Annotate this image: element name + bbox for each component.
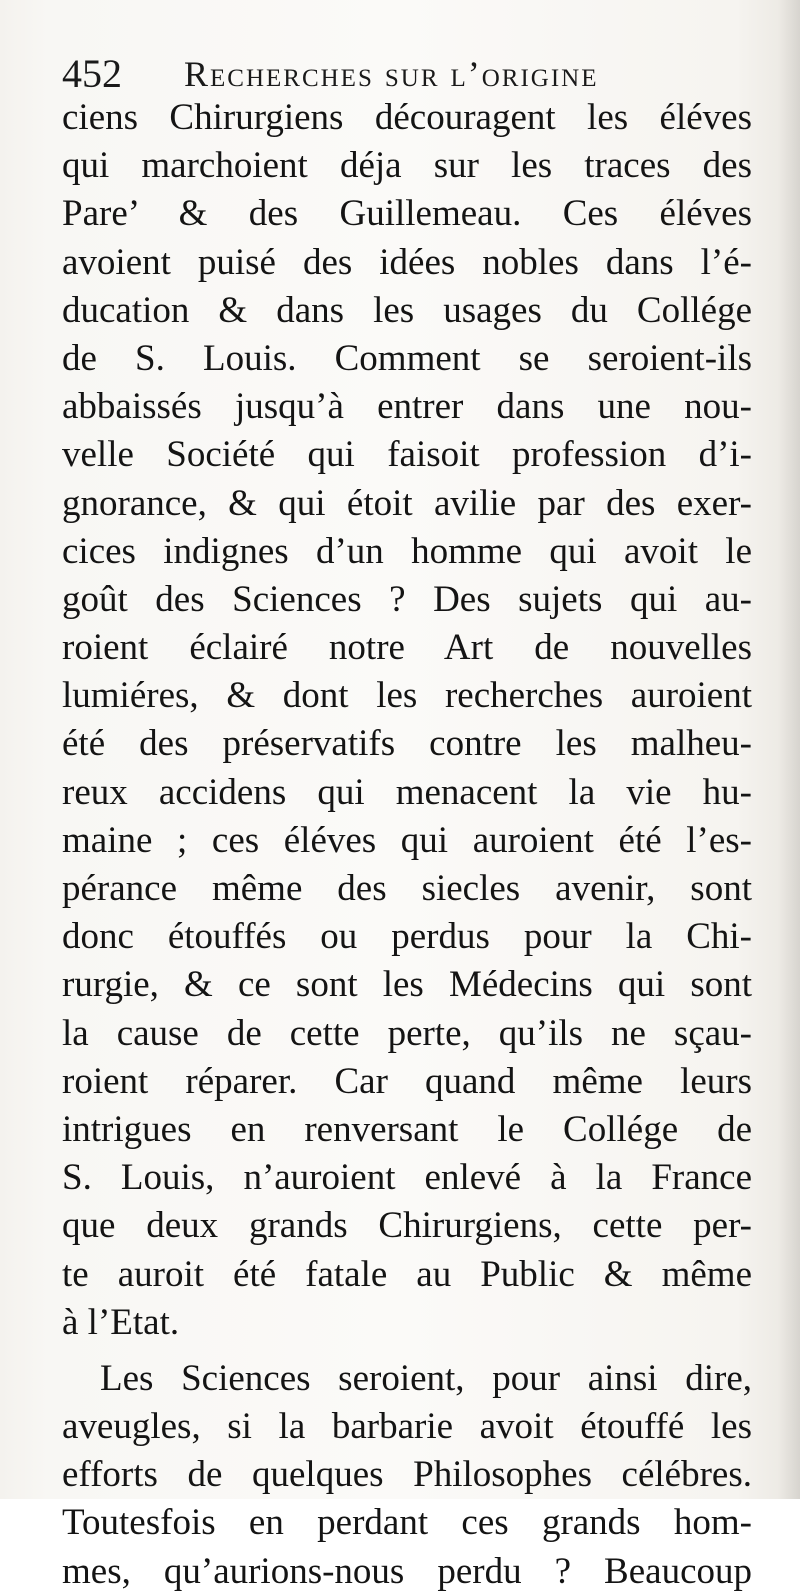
paragraph-gap [62, 1347, 752, 1355]
page-edge-shadow [778, 0, 800, 1499]
text-line: velle Société qui faisoit profession d’i- [62, 434, 752, 476]
text-line: que deux grands Chirurgiens, cette per- [62, 1205, 752, 1247]
text-line: rurgie, & ce sont les Médecins qui sont [62, 964, 752, 1006]
text-line: la cause de cette perte, qu’ils ne sçau- [62, 1012, 752, 1054]
running-head: Recherches sur l’origine [184, 54, 599, 94]
paragraph-2 [62, 1355, 752, 1596]
text-line: à l’Etat. [62, 1301, 180, 1343]
text-line: ducation & dans les usages du Collége [62, 289, 752, 331]
text-line: abbaissés jusqu’à entrer dans une nou- [62, 386, 752, 428]
text-line: S. Louis, n’auroient enlevé à la France [62, 1157, 752, 1199]
text-line: roient éclairé notre Art de nouvelles [62, 627, 752, 669]
text-line: intrigues en renversant le Collége de [62, 1108, 752, 1150]
text-line: été des préservatifs contre les malheu- [62, 723, 752, 765]
text-line: Les Sciences seroient, pour ainsi dire, [100, 1357, 752, 1399]
text-line: lumiéres, & dont les recherches auroient [62, 675, 752, 717]
text-line: te auroit été fatale au Public & même [62, 1253, 752, 1295]
text-line: de S. Louis. Comment se seroient-ils [62, 337, 752, 379]
text-line: pérance même des siecles avenir, sont [62, 868, 752, 909]
body-text [62, 94, 752, 1596]
page-header [62, 42, 742, 98]
text-line: donc étouffés ou perdus pour la Chi- [62, 916, 752, 958]
text-line: Toutesfois en perdant ces grands hom- [62, 1502, 752, 1544]
text-line: roient réparer. Car quand même leurs [62, 1060, 752, 1102]
text-line: aveugles, si la barbarie avoit étouffé les [62, 1406, 752, 1448]
text-line: mes, qu’aurions-nous perdu ? Beaucoup [62, 1550, 752, 1592]
text-line: goût des Sciences ? Des sujets qui au- [62, 578, 752, 620]
paragraph-1 [62, 94, 752, 1347]
page-number: 452 [62, 51, 122, 96]
text-line: Pare’ & des Guillemeau. Ces éléves [62, 193, 752, 235]
text-line: gnorance, & qui étoit avilie par des exer- [62, 482, 752, 524]
text-line: efforts de quelques Philosophes célébres. [62, 1454, 752, 1496]
text-line: ciens Chirurgiens découragent les éléves [62, 97, 752, 138]
text-line: reux accidens qui menacent la vie hu- [62, 771, 752, 813]
text-line: maine ; ces éléves qui auroient été l’es- [62, 819, 752, 861]
text-line: cices indignes d’un homme qui avoit le [62, 530, 752, 572]
text-line: qui marchoient déja sur les traces des [62, 145, 752, 187]
text-line: avoient puisé des idées nobles dans l’é- [62, 241, 752, 283]
